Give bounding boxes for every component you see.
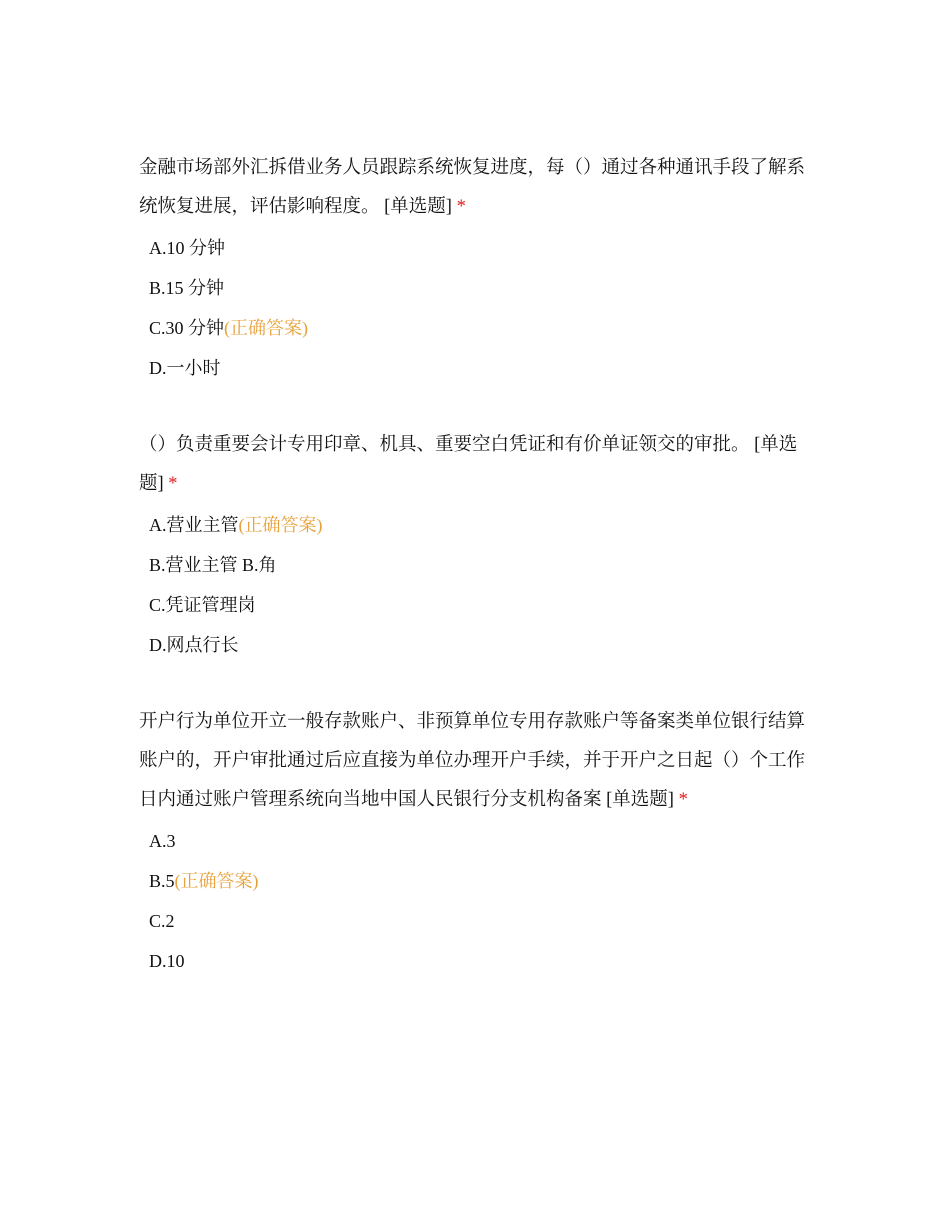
correct-answer-tag: (正确答案) bbox=[174, 871, 259, 891]
quiz-content bbox=[139, 149, 814, 1019]
option-b[interactable]: B.5(正确答案) bbox=[149, 871, 259, 891]
question-text: 金融市场部外汇拆借业务人员跟踪系统恢复进度，每（）通过各种通讯手段了解系统恢复进展，评估影响程度。 [单选题] * bbox=[139, 158, 806, 217]
options-list bbox=[139, 505, 814, 665]
option-b[interactable]: B.15 分钟 bbox=[149, 278, 225, 298]
correct-answer-tag: (正确答案) bbox=[238, 515, 323, 535]
question-3 bbox=[139, 703, 814, 981]
options-list bbox=[139, 821, 814, 981]
question-type-tag: [单选题] bbox=[384, 197, 452, 217]
option-a[interactable]: A.3 bbox=[149, 831, 176, 851]
required-mark: * bbox=[678, 790, 688, 810]
option-c[interactable]: C.凭证管理岗 bbox=[149, 595, 256, 615]
question-text: 开户行为单位开立一般存款账户、非预算单位专用存款账户等备案类单位银行结算账户的，开户审批通过后应直接为单位办理开户手续，并于开户之日起（）个工作日内通过账户管理系统向当地中国人民银行分支机构备案 [单选题] * bbox=[139, 712, 806, 810]
required-mark: * bbox=[168, 474, 178, 494]
correct-answer-tag: (正确答案) bbox=[224, 318, 309, 338]
options-list bbox=[139, 228, 814, 388]
option-c[interactable]: C.30 分钟(正确答案) bbox=[149, 318, 309, 338]
option-a[interactable]: A.营业主管(正确答案) bbox=[149, 515, 323, 535]
required-mark: * bbox=[456, 197, 466, 217]
option-c[interactable]: C.2 bbox=[149, 911, 175, 931]
question-2 bbox=[139, 426, 814, 665]
option-a[interactable]: A.10 分钟 bbox=[149, 238, 225, 258]
question-type-tag: [单选题] bbox=[606, 790, 674, 810]
question-text: （）负责重要会计专用印章、机具、重要空白凭证和有价单证领交的审批。 [单选题] * bbox=[139, 435, 798, 494]
question-1 bbox=[139, 149, 814, 388]
option-b[interactable]: B.营业主管 B.角 bbox=[149, 555, 277, 575]
option-d[interactable]: D.一小时 bbox=[149, 358, 221, 378]
question-type-tag: [单选题] bbox=[139, 435, 798, 494]
option-d[interactable]: D.10 bbox=[149, 951, 185, 971]
option-d[interactable]: D.网点行长 bbox=[149, 635, 239, 655]
